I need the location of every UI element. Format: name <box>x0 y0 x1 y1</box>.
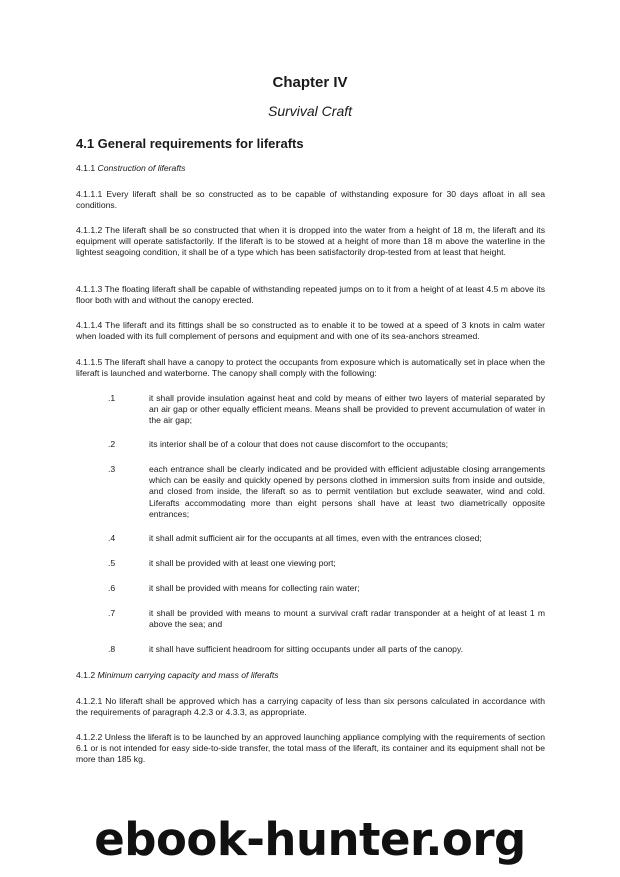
paragraph-4-1-1-4: 4.1.1.4 The liferaft and its fittings shall be so constructed as to enable it to be towed at a speed of 3 knots in calm water when loaded with its full complement of persons and equipment and with one of its sea-anchors streamed. <box>76 320 545 342</box>
subsection-title: Construction of liferafts <box>97 163 186 173</box>
list-item-text: it shall admit sufficient air for the occupants at all times, even with the entrances closed; <box>149 533 482 543</box>
chapter-title: Chapter IV <box>272 74 348 91</box>
paragraph-4-1-1-3: 4.1.1.3 The floating liferaft shall be capable of withstanding repeated jumps on to it from a height of at least 4.5 m above its floor both with and without the canopy erected. <box>76 284 545 306</box>
paragraph-4-1-1-5: 4.1.1.5 The liferaft shall have a canopy to protect the occupants from exposure which is automatically set in place when the liferaft is launched and waterborne. The canopy shall comply with the following: <box>76 357 545 379</box>
list-item-marker: .4 <box>108 533 116 543</box>
list-item-text: it shall be provided with means to mount a survival craft radar transponder at a height of at least 1 m above the sea; and <box>149 608 545 630</box>
list-item-marker: .1 <box>108 393 116 403</box>
section-heading: 4.1 General requirements for liferafts <box>76 136 304 151</box>
list-item-marker: .6 <box>108 583 116 593</box>
list-item-text: it shall be provided with at least one viewing port; <box>149 558 336 568</box>
subsection-title: Minimum carrying capacity and mass of liferafts <box>97 670 279 680</box>
list-item-text: it shall have sufficient headroom for sitting occupants under all parts of the canopy. <box>149 644 464 654</box>
list-item-text: it shall provide insulation against heat and cold by means of either two layers of material separated by an air gap or other equally efficient means. Means shall be provided to prevent accumulation of water in the air gap; <box>149 393 545 426</box>
list-item-marker: .8 <box>108 644 116 654</box>
subsection-number: 4.1.2 <box>76 670 96 680</box>
paragraph-4-1-2-1: 4.1.2.1 No liferaft shall be approved which has a carrying capacity of less than six persons calculated in accordance with the requirements of paragraph 4.2.3 or 4.3.3, as appropriate. <box>76 696 545 718</box>
list-item-text: it shall be provided with means for collecting rain water; <box>149 583 360 593</box>
subsection-number: 4.1.1 <box>76 163 96 173</box>
list-item-text: each entrance shall be clearly indicated and be provided with efficient adjustable closing arrangements which can be easily and quickly opened by persons clothed in immersion suits from inside and outside, and closed from inside, the liferaft so as to permit ventilation but exclude seawater, wind and cold. Liferafts accommodating more than eight persons shall have at least two diametrically opposite entrances; <box>149 464 545 519</box>
paragraph-4-1-1-1: 4.1.1.1 Every liferaft shall be so constructed as to be capable of withstanding exposure for 30 days afloat in all sea conditions. <box>76 189 545 211</box>
list-item-marker: .3 <box>108 464 116 474</box>
list-item-marker: .7 <box>108 608 116 618</box>
chapter-subtitle: Survival Craft <box>267 103 353 119</box>
list-item-marker: .2 <box>108 439 116 449</box>
subsection-heading-4-1-1 <box>76 163 545 174</box>
list-item-marker: .5 <box>108 558 116 568</box>
subsection-heading-4-1-2 <box>76 670 545 681</box>
paragraph-4-1-1-2: 4.1.1.2 The liferaft shall be so constructed that when it is dropped into the water from a height of 18 m, the liferaft and its equipment will operate satisfactorily. If the liferaft is to be stowed at a height of more than 18 m above the waterline in the lightest seagoing condition, it shall be of a type which has been satisfactorily drop-tested from at least that height. <box>76 225 545 258</box>
paragraph-4-1-2-2: 4.1.2.2 Unless the liferaft is to be launched by an approved launching appliance complying with the requirements of section 6.1 or is not intended for easy side-to-side transfer, the total mass of the liferaft, its container and its equipment shall not be more than 185 kg. <box>76 732 545 765</box>
watermark: ebook-hunter.org <box>94 813 526 866</box>
list-item-text: its interior shall be of a colour that does not cause discomfort to the occupants; <box>149 439 449 449</box>
